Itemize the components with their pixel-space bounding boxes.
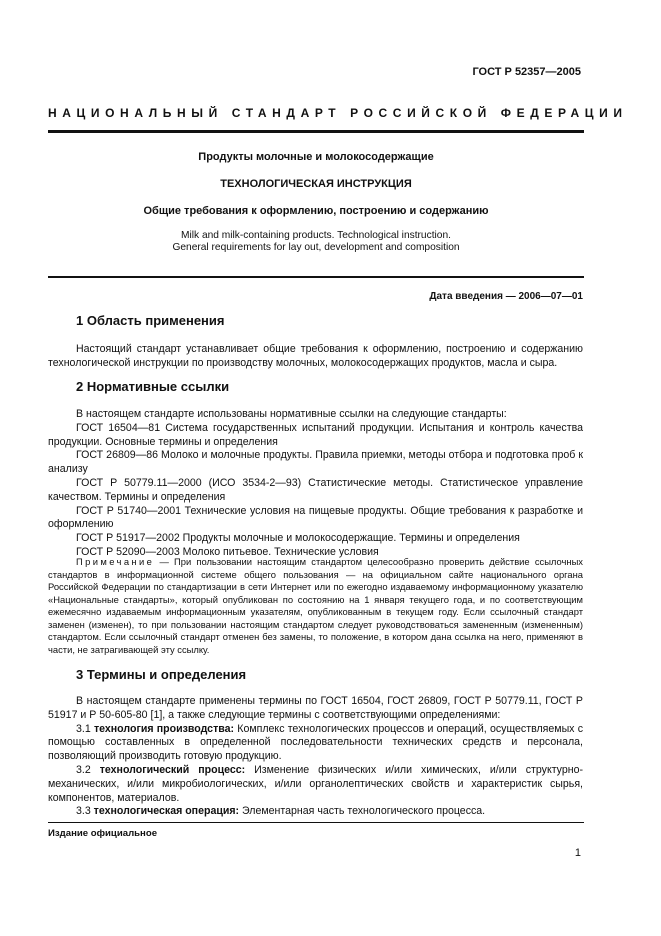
- term-number: 3.3: [76, 805, 94, 818]
- section-2-title: 2 Нормативные ссылки: [76, 379, 230, 394]
- term-name: технология производства:: [93, 722, 235, 735]
- reference-item: ГОСТ Р 52090—2003 Молоко питьевое. Технические условия: [76, 545, 379, 558]
- term-definition: Изменение физических и/или химических, и/или структурно-механических, и/или микробиологических, и/или органолептических свойств и характеристик сырья, компонентов, материалов.: [48, 763, 584, 804]
- term-number: 3.1: [76, 722, 94, 735]
- title-english-line2: General requirements for lay out, development and composition: [172, 242, 460, 253]
- section-1-title: 1 Область применения: [76, 313, 225, 328]
- section-3-title: 3 Термины и определения: [76, 667, 247, 682]
- section-2-intro: В настоящем стандарте использованы нормативные ссылки на следующие стандарты:: [76, 408, 507, 420]
- note-text: — При пользовании настоящим стандартом целесообразно проверить действие ссылочных стандартов в информационной системе общего пользования — на официальном сайте национального органа Российской Федерации по стандартизации в сети Интернет или по ежегодно издаваемому информационному указателю «Национальные стандарты», который опубликован по состоянию на 1 января текущего года, и по соответствующим ежемесячно издаваемым информационным указателям, опубликованным в текущем году. Если ссылочный стандарт заменен (изменен), то при пользовании настоящим стандартом следует руководствоваться замененным (измененным) стандартом. Если ссылочный стандарт отменен без замены, то положение, в котором дана ссылка на него, применяют в части, не затрагивающей эту ссылку.: [48, 556, 583, 655]
- section-2-note: [48, 556, 583, 656]
- edition-label: Издание официальное: [48, 828, 158, 839]
- section-3-intro: В настоящем стандарте применены термины по ГОСТ 16504, ГОСТ 26809, ГОСТ Р 50779.11, ГОСТ Р 51917 и Р 50-605-80 [1], а также следующие термины с соответствующими определениями:: [48, 695, 583, 721]
- term-item: [48, 723, 583, 764]
- title-product-group: Продукты молочные и молокосодержащие: [198, 151, 434, 163]
- term-name: технологическая операция:: [93, 805, 240, 818]
- term-definition: Комплекс технологических процессов и операций, осуществляемых с помощью составленных в определенной последовательности технических средств и персонала, позволяющий производить готовую продукцию.: [48, 722, 583, 763]
- title-subtitle: Общие требования к оформлению, построению и содержанию: [143, 205, 489, 217]
- document-number: ГОСТ Р 52357—2005: [472, 66, 581, 78]
- term-item: [48, 764, 583, 805]
- term-number: 3.2: [76, 763, 100, 776]
- reference-item: ГОСТ Р 51740—2001 Технические условия на пищевые продукты. Общие требования к разработке и оформлению: [48, 504, 583, 531]
- term-item: [48, 805, 583, 819]
- title-english-line1: Milk and milk-containing products. Technological instruction.: [181, 230, 451, 241]
- page-number: 1: [574, 847, 581, 859]
- section-1-text: Настоящий стандарт устанавливает общие требования к оформлению, построению и содержанию технологической инструкции по производству молочных, молокосодержащих продуктов, масла и сыра.: [48, 343, 583, 369]
- reference-item: ГОСТ 16504—81 Система государственных испытаний продукции. Испытания и контроль качества продукции. Основные термины и определения: [48, 421, 583, 448]
- title-divider: [48, 276, 584, 278]
- title-english: [48, 230, 584, 254]
- term-name: технологический процесс:: [99, 763, 246, 776]
- national-standard-heading: НАЦИОНАЛЬНЫЙ СТАНДАРТ РОССИЙСКОЙ ФЕДЕРАЦИИ: [48, 106, 628, 120]
- term-definition: Элементарная часть технологического процесса.: [239, 805, 486, 818]
- footer-divider: [48, 822, 584, 823]
- introduction-date: Дата введения — 2006—07—01: [429, 291, 583, 302]
- section-2-body: [48, 408, 583, 560]
- reference-item: ГОСТ Р 51917—2002 Продукты молочные и молокосодержащие. Термины и определения: [76, 532, 520, 545]
- top-divider: [48, 130, 584, 133]
- section-3-body: [48, 695, 583, 819]
- note-label: Примечание: [76, 556, 155, 567]
- reference-item: ГОСТ Р 50779.11—2000 (ИСО 3534-2—93) Статистические методы. Статистическое управление качеством. Термины и определения: [48, 476, 583, 503]
- reference-item: ГОСТ 26809—86 Молоко и молочные продукты. Правила приемки, методы отбора и подготовка проб к анализу: [48, 449, 583, 476]
- title-main: ТЕХНОЛОГИЧЕСКАЯ ИНСТРУКЦИЯ: [220, 178, 412, 190]
